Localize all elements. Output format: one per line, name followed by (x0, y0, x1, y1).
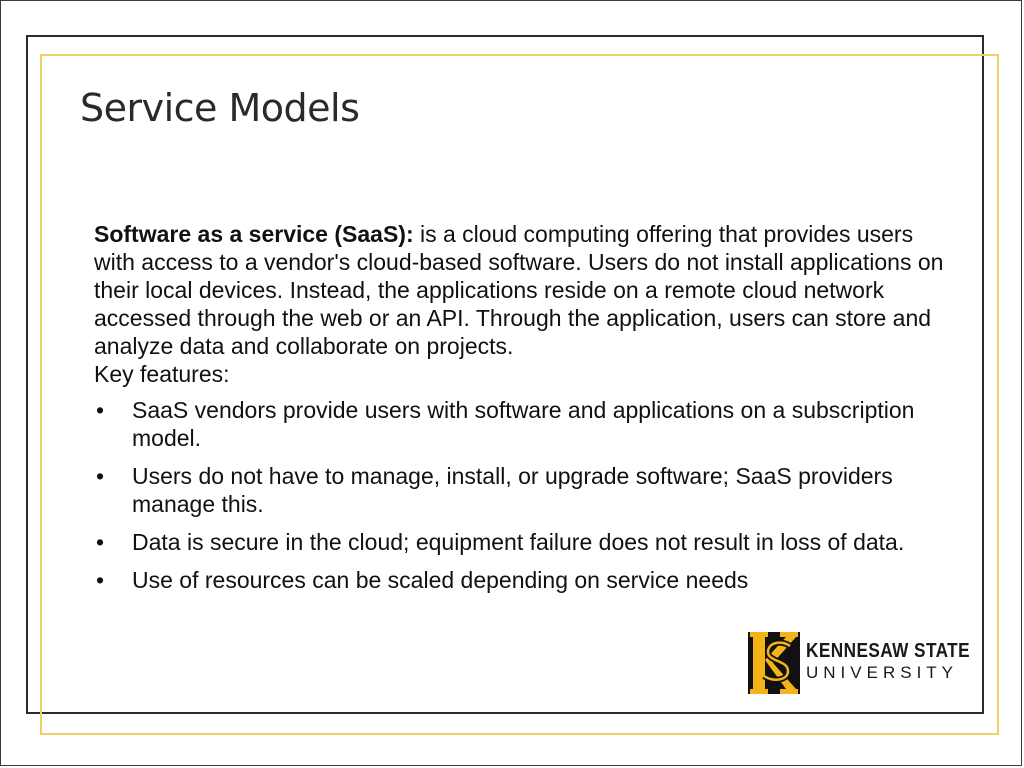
intro-paragraph (94, 220, 954, 360)
feature-list (94, 396, 954, 594)
key-features-label: Key features: (94, 361, 230, 387)
ksu-wordmark-line2: UNIVERSITY (806, 663, 959, 682)
slide-body (94, 220, 954, 604)
list-item: • Use of resources can be scaled depending on service needs (96, 567, 749, 593)
ks-monogram-icon (746, 626, 802, 698)
slide-title: Service Models (80, 86, 360, 130)
bullet-icon: • (96, 397, 105, 423)
intro-term: Software as a service (SaaS): (94, 221, 414, 247)
ksu-wordmark-line1: KENNESAW STATE (806, 640, 971, 662)
ksu-logo (746, 626, 971, 698)
bullet-icon: • (96, 567, 105, 593)
list-item: • SaaS vendors provide users with software and applications on a subscription model. (96, 397, 915, 451)
ksu-wordmark (806, 640, 997, 684)
intro-body: is a cloud computing offering that provides users with access to a vendor's cloud-based software. Users do not install applications on their local devices. Instead, the applications reside on a remote cloud network accessed through the web or an API. Through the application, users can store and analyze data and collaborate on projects. (94, 221, 944, 359)
bullet-icon: • (96, 529, 105, 555)
list-item: • Users do not have to manage, install, or upgrade software; SaaS providers manage this. (96, 463, 893, 517)
list-item: • Data is secure in the cloud; equipment failure does not result in loss of data. (96, 529, 905, 555)
bullet-icon: • (96, 463, 105, 489)
